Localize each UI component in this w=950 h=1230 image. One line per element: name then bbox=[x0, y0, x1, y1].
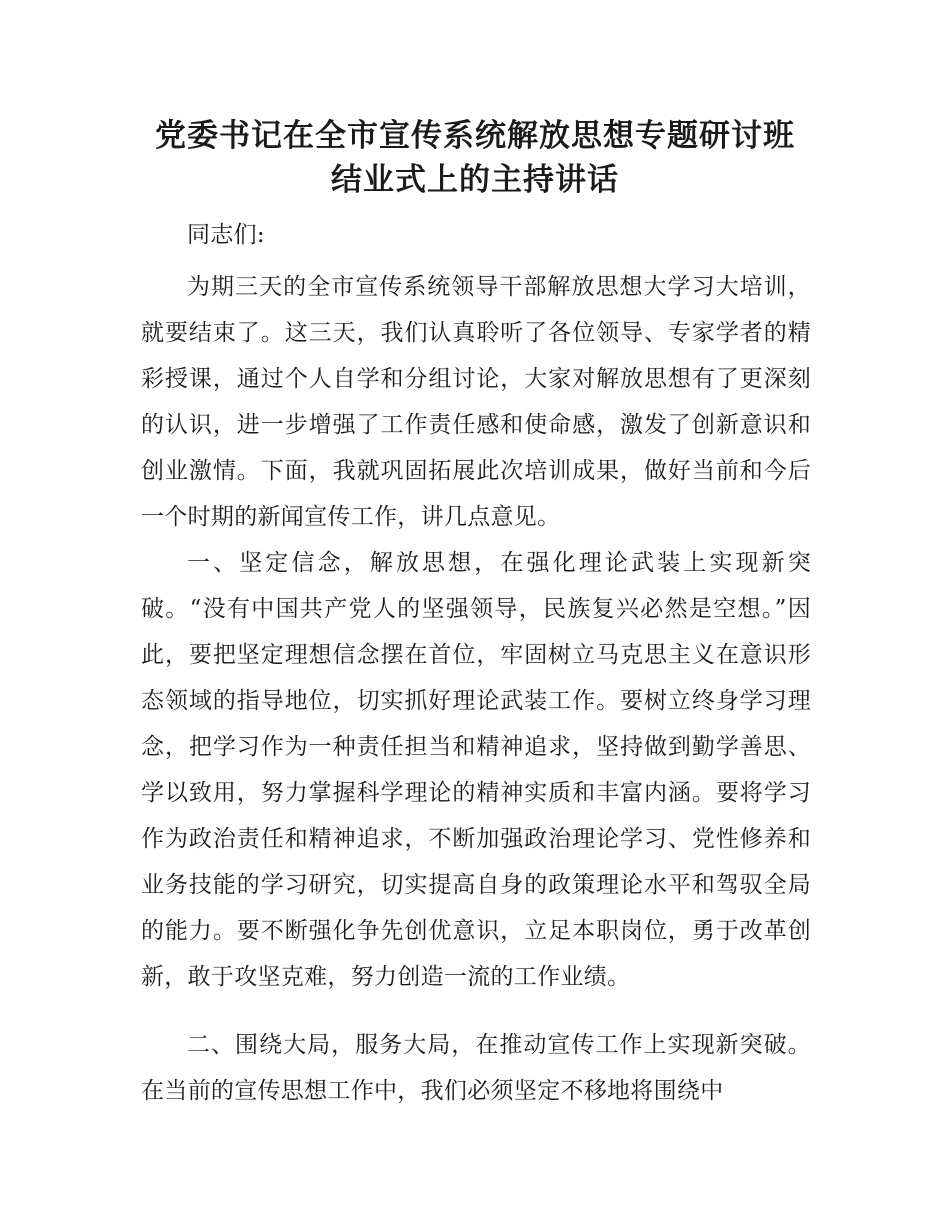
salutation: 同志们: bbox=[187, 222, 265, 248]
paragraph-section-one: 一、坚定信念，解放思想，在强化理论武装上实现新突破。“没有中国共产党人的坚强领导，民族复兴必然是空想。”因此，要把坚定理想信念摆在首位，牢固树立马克思主义在意识形态领域的指导地位，切实抓好理论武装工作。要树立终身学习理念，把学习作为一种责任担当和精神追求，坚持做到勤学善思、学以致用，努力掌握科学理论的精神实质和丰富内涵。要将学习作为政治责任和精神追求，不断加强政治理论学习、党性修养和业务技能的学习研究，切实提高自身的政策理论水平和驾驭全局的能力。要不断强化争先创优意识，立足本职岗位，勇于改革创新，敢于攻坚克难，努力创造一流的工作业绩。 bbox=[141, 550, 811, 990]
paragraph-intro: 为期三天的全市宣传系统领导干部解放思想大学习大培训，就要结束了。这三天，我们认真聆听了各位领导、专家学者的精彩授课，通过个人自学和分组讨论，大家对解放思想有了更深刻的认识，进一步增强了工作责任感和使命感，激发了创新意识和创业激情。下面，我就巩固拓展此次培训成果，做好当前和今后一个时期的新闻宣传工作，讲几点意见。 bbox=[141, 274, 811, 530]
paragraph-section-two: 二、围绕大局，服务大局，在推动宣传工作上实现新突破。在当前的宣传思想工作中，我们必须坚定不移地将围绕中 bbox=[141, 1032, 811, 1104]
document-title-line-1: 党委书记在全市宣传系统解放思想专题研讨班 bbox=[155, 118, 795, 154]
document-title-line-2: 结业式上的主持讲话 bbox=[331, 162, 619, 198]
